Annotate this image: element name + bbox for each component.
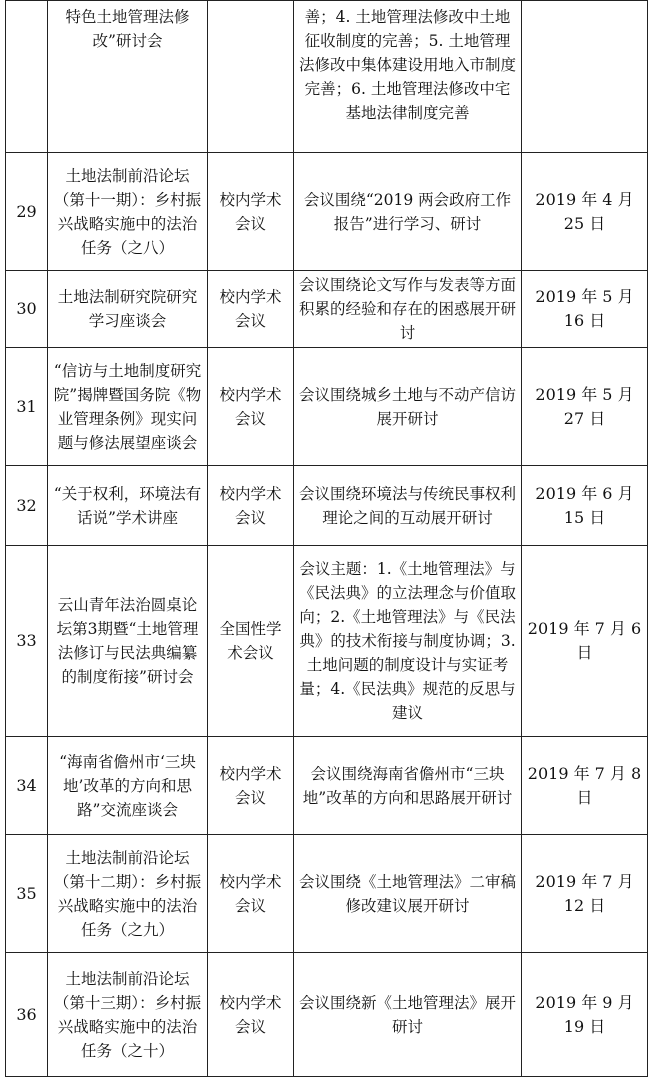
conference-name: “信访与土地制度研究院”揭牌暨国务院《物业管理条例》现实问题与修法展望座谈会: [48, 348, 208, 466]
conference-type: 校内学术会议: [208, 953, 294, 1077]
row-number: 29: [6, 153, 48, 271]
conference-date: 2019 年 7 月 8 日: [522, 737, 648, 835]
table-row: [6, 348, 648, 466]
row-number: 34: [6, 737, 48, 835]
conference-date: 2019 年 5 月 16 日: [522, 271, 648, 348]
conference-name: 土地法制前沿论坛（第十三期）：乡村振兴战略实施中的法治任务（之十）: [48, 953, 208, 1077]
conference-name: “关于权利，环境法有话说”学术讲座: [48, 466, 208, 546]
row-number: 30: [6, 271, 48, 348]
conference-content: 会议主题：1.《土地管理法》与《民法典》的立法理念与价值取向；2.《土地管理法》与《民法典》的技术衔接与制度协调；3. 土地问题的制度设计与实证考量；4.《民法典》规范的反思与建议: [294, 546, 522, 737]
conference-name: “海南省儋州市‘三块地’改革的方向和思路”交流座谈会: [48, 737, 208, 835]
conference-type: [208, 1, 294, 153]
table-row: [6, 153, 648, 271]
conference-name: 特色土地管理法修改”研讨会: [48, 1, 208, 153]
conference-content: 会议围绕新《土地管理法》展开研讨: [294, 953, 522, 1077]
table-row: [6, 835, 648, 953]
conference-content: 会议围绕“2019 两会政府工作报告”进行学习、研讨: [294, 153, 522, 271]
table-row: [6, 271, 648, 348]
conference-date: 2019 年 7 月 6 日: [522, 546, 648, 737]
conference-content: 善；4. 土地管理法修改中土地征收制度的完善；5. 土地管理法修改中集体建设用地入市制度完善；6. 土地管理法修改中宅基地法律制度完善: [294, 1, 522, 153]
conference-type: 校内学术会议: [208, 466, 294, 546]
conference-content: 会议围绕环境法与传统民事权利理论之间的互动展开研讨: [294, 466, 522, 546]
row-number: 31: [6, 348, 48, 466]
conference-type: 校内学术会议: [208, 153, 294, 271]
row-number: [6, 1, 48, 153]
conference-content: 会议围绕海南省儋州市“三块地”改革的方向和思路展开研讨: [294, 737, 522, 835]
table-row: [6, 466, 648, 546]
table-row: [6, 737, 648, 835]
row-number: 32: [6, 466, 48, 546]
conference-name: 土地法制研究院研究学习座谈会: [48, 271, 208, 348]
conference-date: [522, 1, 648, 153]
row-number: 35: [6, 835, 48, 953]
conference-name: 土地法制前沿论坛（第十一期）：乡村振兴战略实施中的法治任务（之八）: [48, 153, 208, 271]
conference-date: 2019 年 4 月 25 日: [522, 153, 648, 271]
table-row: [6, 1, 648, 153]
row-number: 36: [6, 953, 48, 1077]
conference-content: 会议围绕论文写作与发表等方面积累的经验和存在的困惑展开研讨: [294, 271, 522, 348]
conference-name: 土地法制前沿论坛（第十二期）：乡村振兴战略实施中的法治任务（之九）: [48, 835, 208, 953]
conference-content: 会议围绕城乡土地与不动产信访展开研讨: [294, 348, 522, 466]
conference-date: 2019 年 7 月 12 日: [522, 835, 648, 953]
conference-type: 校内学术会议: [208, 348, 294, 466]
conference-type: 校内学术会议: [208, 737, 294, 835]
table-row: [6, 546, 648, 737]
row-number: 33: [6, 546, 48, 737]
table-row: [6, 953, 648, 1077]
conference-table: [5, 0, 648, 1077]
conference-date: 2019 年 5 月 27 日: [522, 348, 648, 466]
conference-type: 校内学术会议: [208, 835, 294, 953]
conference-content: 会议围绕《土地管理法》二审稿修改建议展开研讨: [294, 835, 522, 953]
conference-type: 全国性学术会议: [208, 546, 294, 737]
conference-name: 云山青年法治圆桌论坛第3期暨“土地管理法修订与民法典编纂的制度衔接”研讨会: [48, 546, 208, 737]
conference-type: 校内学术会议: [208, 271, 294, 348]
conference-date: 2019 年 6 月 15 日: [522, 466, 648, 546]
conference-date: 2019 年 9 月 19 日: [522, 953, 648, 1077]
